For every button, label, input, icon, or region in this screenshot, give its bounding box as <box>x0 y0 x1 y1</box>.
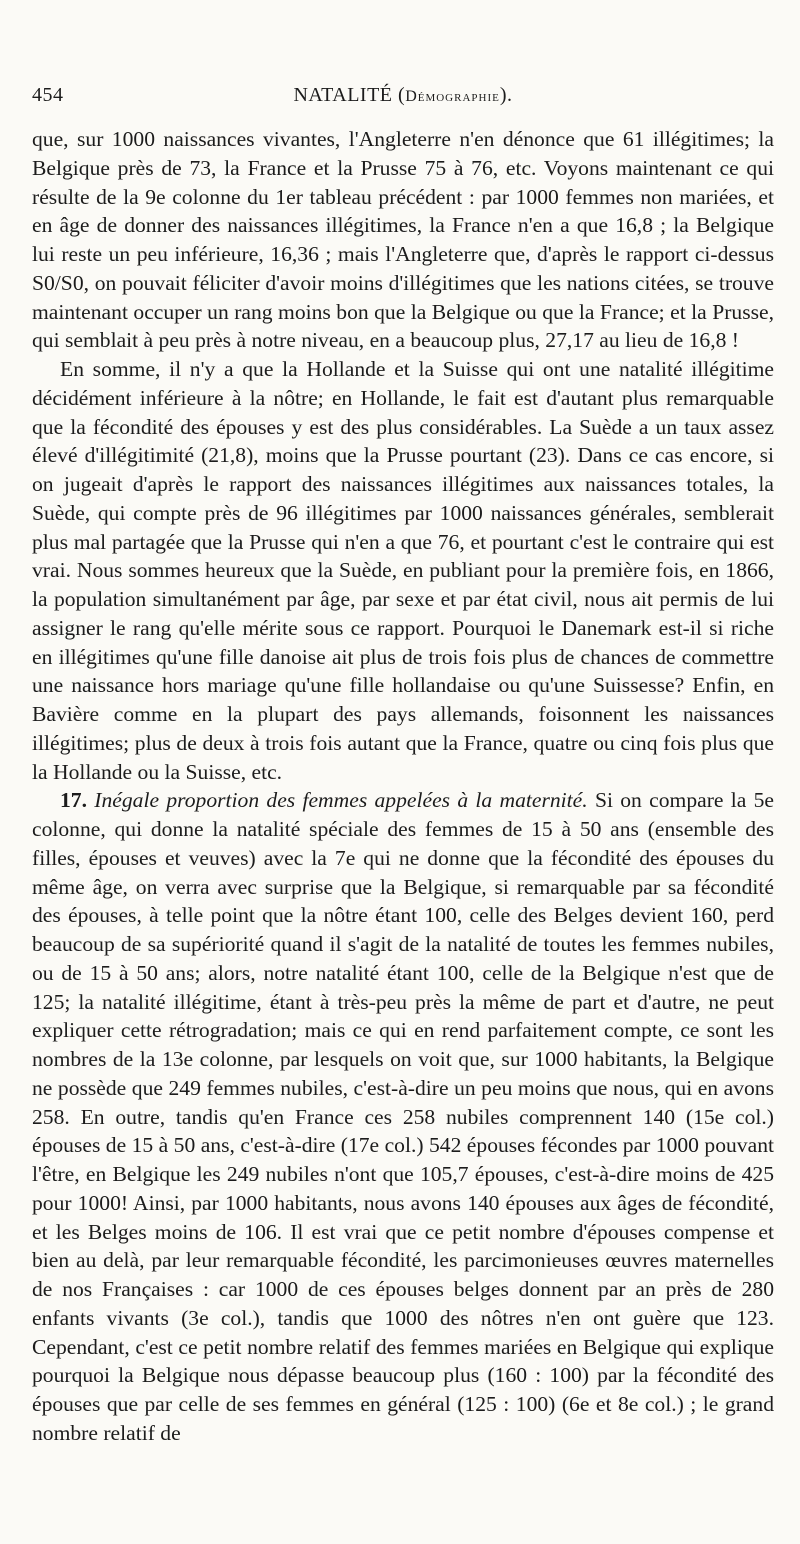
page-number: 454 <box>32 84 64 106</box>
paragraph-1: que, sur 1000 naissances vivantes, l'Angleterre n'en dénonce que 61 illégitimes; la Belgique près de 73, la France et la Prusse 75 à 76, etc. Voyons maintenant ce qui résulte de la 9e colonne du 1er tableau précédent : par 1000 femmes non mariées, et en âge de donner des naissances illégitimes, la France n'en a que 16,8 ; la Belgique lui reste un peu inférieure, 16,36 ; mais l'Angleterre que, d'après le rapport ci-dessus S0/S0, on pouvait féliciter d'avoir moins d'illégitimes que les nations citées, se trouve maintenant occuper un rang moins bon que la Belgique ou que la France; et la Prusse, qui semblait à peu près à notre niveau, en a beaucoup plus, 27,17 au lieu de 16,8 ! <box>32 127 774 353</box>
section-title: Inégale proportion des femmes appelées à la maternité. <box>94 788 588 813</box>
section-17 <box>32 786 774 1447</box>
page-body <box>32 125 774 1448</box>
running-head-open: ( <box>398 84 406 106</box>
running-head <box>32 84 774 107</box>
running-head-main: NATALITÉ <box>293 84 393 106</box>
section-number: 17. <box>60 788 87 813</box>
paragraph-2: En somme, il n'y a que la Hollande et la Suisse qui ont une natalité illégitime décidément inférieure à la nôtre; en Hollande, le fait est d'autant plus remarquable que la fécondité des épouses y est des plus considérables. La Suède a un taux assez élevé d'illégitimité (21,8), moins que la Prusse pourtant (23). Dans ce cas encore, si on jugeait d'après le rapport des naissances illégitimes aux naissances totales, la Suède, qui compte près de 96 illégitimes par 1000 naissances générales, semblerait plus mal partagée que la Prusse qui n'en a que 76, et pourtant c'est le contraire qui est vrai. Nous sommes heureux que la Suède, en publiant pour la première fois, en 1866, la population simultanément par âge, par sexe et par état civil, nous ait permis de lui assigner le rang qu'elle mérite sous ce rapport. Pourquoi le Danemark est-il si riche en illégitimes qu'une fille danoise ait plus de trois fois plus de chances de commettre une naissance hors mariage qu'une fille hollandaise ou qu'une Suissesse? Enfin, en Bavière comme en la plupart des pays allemands, foisonnent les naissances illégitimes; plus de deux à trois fois autant que la France, quatre ou cinq fois plus que la Hollande ou la Suisse, etc. <box>32 357 774 784</box>
running-head-sub: Démographie <box>405 88 500 105</box>
running-head-close: ). <box>499 84 513 106</box>
section-text: Si on compare la 5e colonne, qui donne la natalité spéciale des femmes de 15 à 50 ans (ensemble des filles, épouses et veuves) avec la 7e qui ne donne que la fécondité des épouses du même âge, on verra avec surprise que la Belgique, si remarquable par sa fécondité des épouses, à telle point que la nôtre étant 100, celle des Belges devient 160, perd beaucoup de sa supériorité quand il s'agit de la natalité de toutes les femmes nubiles, ou de 15 à 50 ans; alors, notre natalité étant 100, celle de la Belgique n'est que de 125; la natalité illégitime, étant à très-peu près la même de part et d'autre, ne peut expliquer cette rétrogradation; mais ce qui en rend parfaitement compte, ce sont les nombres de la 13e colonne, par lesquels on voit que, sur 1000 habitants, la Belgique ne possède que 249 femmes nubiles, c'est-à-dire un peu moins que nous, qui en avons 258. En outre, tandis qu'en France ces 258 nubiles comprennent 140 (15e col.) épouses de 15 à 50 ans, c'est-à-dire (17e col.) 542 épouses fécondes par 1000 pouvant l'être, en Belgique les 249 nubiles n'ont que 105,7 épouses, c'est-à-dire moins de 425 pour 1000! Ainsi, par 1000 habitants, nous avons 140 épouses aux âges de fécondité, et les Belges moins de 106. Il est vrai que ce petit nombre d'épouses compense et bien au delà, par leur remarquable fécondité, les parcimonieuses œuvres maternelles de nos Françaises : car 1000 de ces épouses belges donnent par an près de 280 enfants vivants (3e col.), tandis que 1000 des nôtres n'en ont guère que 123. Cependant, c'est ce petit nombre relatif des femmes mariées en Belgique qui explique pourquoi la Belgique nous dépasse beaucoup plus (160 : 100) par la fécondité des épouses que par celle de ses femmes en général (125 : 100) (6e et 8e col.) ; le grand nombre relatif de <box>32 788 775 1445</box>
page-header <box>32 84 774 114</box>
